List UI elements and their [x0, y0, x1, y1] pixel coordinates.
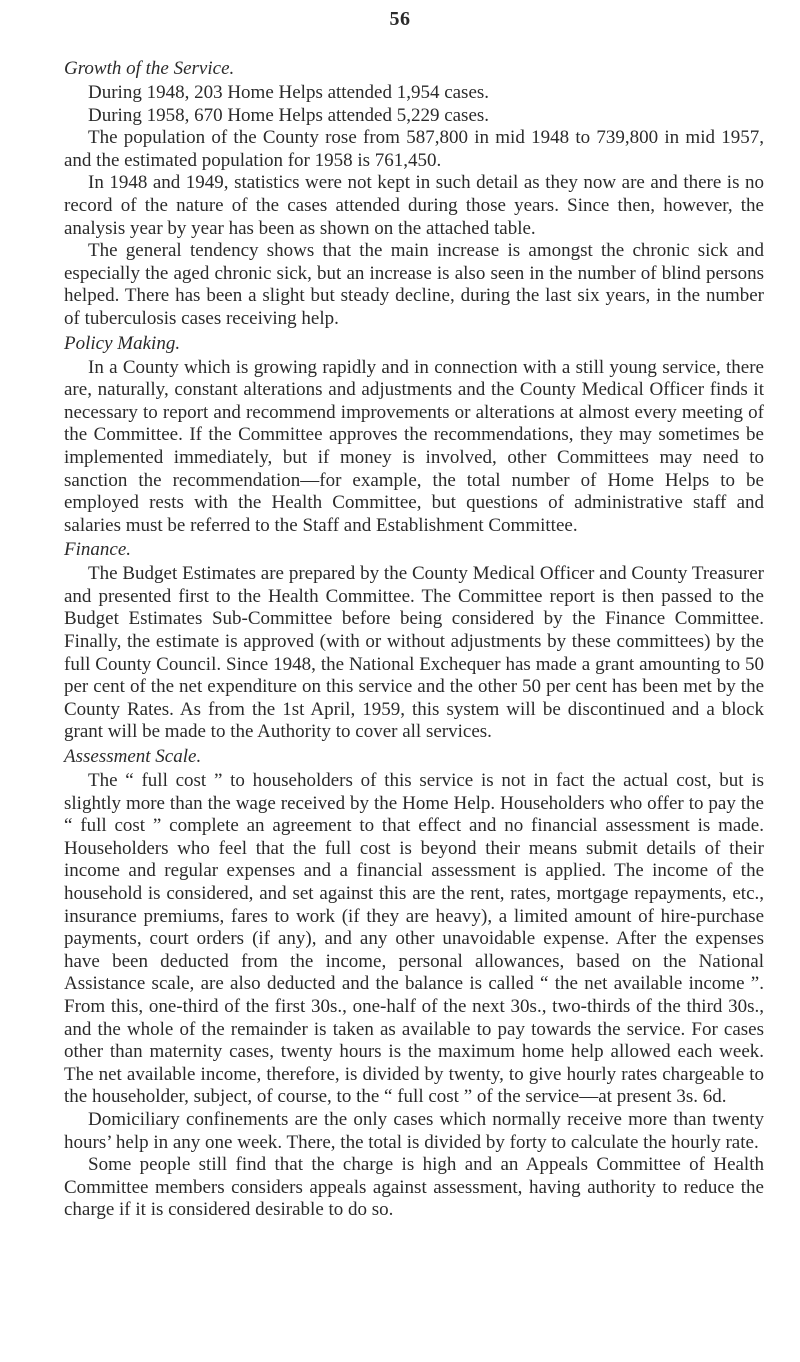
section-heading: Growth of the Service. [64, 58, 235, 79]
section-heading: Finance. [64, 539, 132, 561]
paragraph: Some people still find that the charge is high and an Appeals Committee of Health Committee members considers appeals against assessment, having authority to reduce the charge if it is considered desirable to do so. [64, 1154, 764, 1221]
paragraph: The “ full cost ” to householders of this service is not in fact the actual cost, but is slightly more than the wage received by the Home Help. Householders who offer to pay the “ full cost ” complete an agreement to that effect and no financial assessment is made. Householders who feel that the full cost is beyond their means submit details of their income and regular expenses and a financial assessment is applied. The income of the household is considered, and set against this are the rent, rates, mortgage repayments, etc., insurance premiums, fares to work (if they are heavy), a limited amount of hire-purchase payments, court orders (if any), and any other unavoidable expense. After the expenses have been deducted from the income, personal allowances, based on the National Assistance scale, are also deducted and the balance is called “ the net available income ”. From this, one-third of the first 30s., one-half of the next 30s., two-thirds of the third 30s., and the whole of the remainder is taken as available to pay towards the service. For cases other than maternity cases, twenty hours is the maximum home help allowed each week. The net available income, therefore, is divided by twenty, to give hourly rates chargeable to the householder, subject, of course, to the “ full cost ” of the service—at present 3s. 6d. [64, 770, 764, 1108]
paragraph: In 1948 and 1949, statistics were not kept in such detail as they now are and there is no record of the nature of the cases attended during those years. Since then, however, the analysis year by year has been as shown on the attached table. [64, 172, 764, 239]
paragraph: In a County which is growing rapidly and in connection with a still young service, there are, naturally, constant alterations and adjustments and the County Medical Officer finds it necessary to report and recommend improvements or alterations at almost every meeting of the Committee. If the Committee approves the recommendations, they may sometimes be implemented immediately, but if money is involved, other Committees may need to sanction the recommendation—for example, the total number of Home Helps to be employed rests with the Health Committee, but questions of administrative staff and salaries must be referred to the Staff and Establishment Committee. [64, 356, 764, 536]
paragraph: During 1958, 670 Home Helps attended 5,229 cases. [88, 104, 490, 126]
paragraph: The general tendency shows that the main increase is amongst the chronic sick and especially the aged chronic sick, but an increase is also seen in the number of blind persons helped. There has been a slight but steady decline, during the last six years, in the number of tuberculosis cases receiving help. [64, 240, 764, 329]
paragraph: During 1948, 203 Home Helps attended 1,954 cases. [88, 82, 490, 103]
paragraph: Domiciliary confinements are the only cases which normally receive more than twenty hours’ help in any one week. There, the total is divided by forty to calculate the hourly rate. [64, 1108, 764, 1153]
paragraph: The population of the County rose from 587,800 in mid 1948 to 739,800 in mid 1957, and the estimated population for 1958 is 761,450. [64, 127, 764, 171]
section-growth-of-the-service [64, 56, 764, 331]
paragraph: The Budget Estimates are prepared by the County Medical Officer and County Treasurer and presented first to the Health Committee. The Committee report is then passed to the Budget Estimates Sub-Committee before being considered by the Finance Committee. Finally, the estimate is approved (with or without adjustments by these committees) by the full County Council. Since 1948, the National Exchequer has made a grant amounting to 50 per cent of the net expenditure on this service and the other 50 per cent has been met by the County Rates. As from the 1st April, 1959, this system will be discontinued and a block grant will be made to the Authority to cover all services. [64, 563, 764, 743]
page-number: 56 [389, 8, 411, 30]
section-finance [64, 537, 764, 744]
section-heading: Assessment Scale. [64, 746, 202, 768]
section-assessment-scale [64, 744, 764, 1222]
section-policy-making [64, 331, 764, 538]
document-body [64, 56, 764, 1222]
section-heading: Policy Making. [64, 332, 181, 354]
